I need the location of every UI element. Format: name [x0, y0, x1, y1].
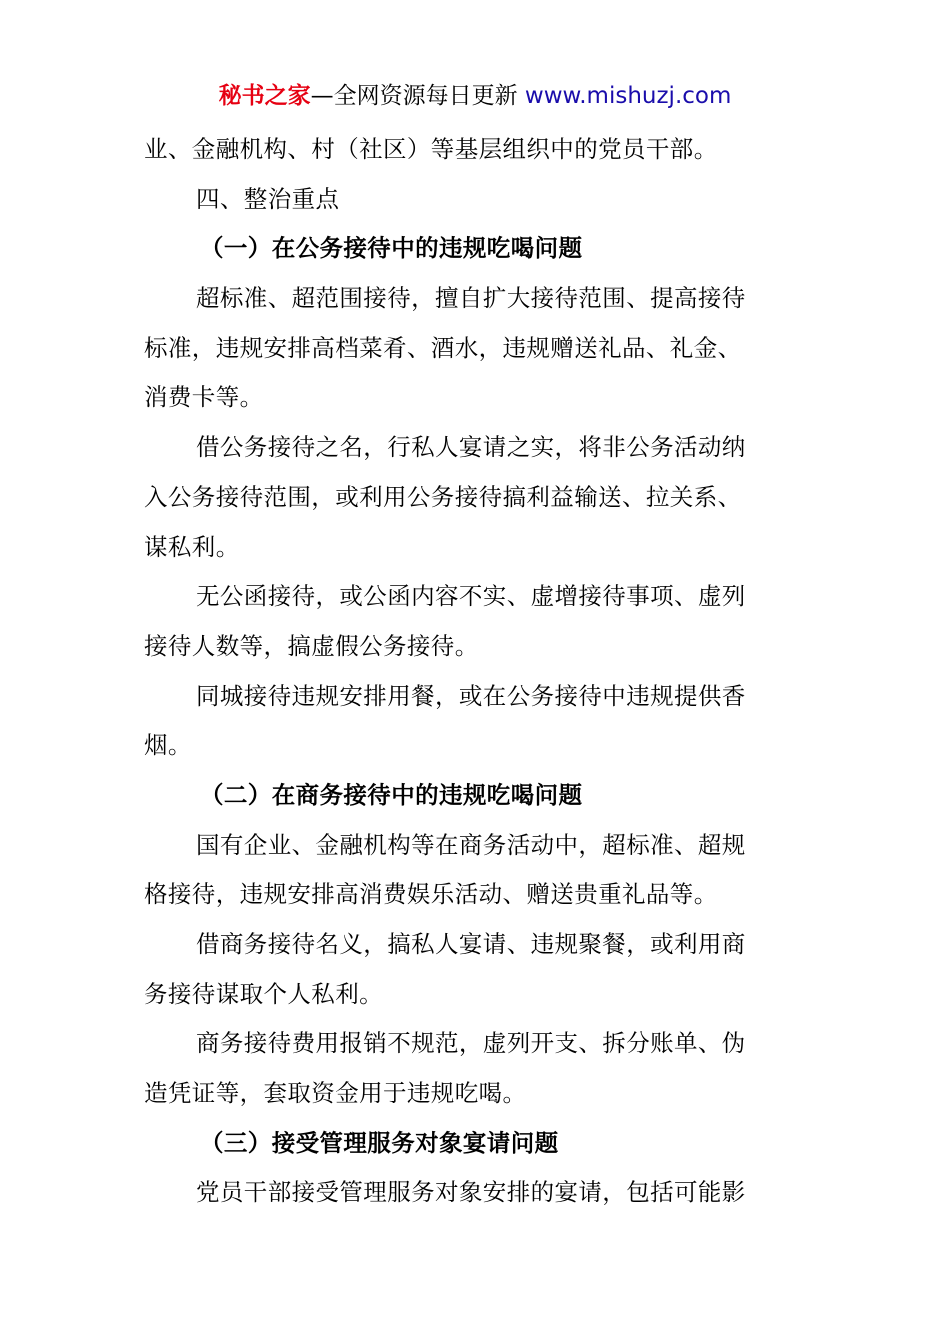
- text-line: 务接待谋取个人私利。: [144, 979, 383, 1008]
- document-body: [144, 125, 809, 1218]
- text-line: 接待人数等，搞虚假公务接待。: [144, 631, 479, 660]
- subsection-heading: （三）接受管理服务对象宴请问题: [200, 1128, 559, 1157]
- text-line: 同城接待违规安排用餐，或在公务接待中违规提供香: [196, 681, 746, 710]
- text-line: 借商务接待名义，搞私人宴请、违规聚餐，或利用商: [196, 930, 746, 958]
- text-line: 烟。: [144, 731, 192, 760]
- site-url-link[interactable]: www.mishuzj.com: [524, 83, 732, 109]
- text-line: 业、金融机构、村（社区）等基层组织中的党员干部。: [144, 135, 718, 163]
- subsection-heading: （二）在商务接待中的违规吃喝问题: [200, 780, 583, 809]
- section-title: 四、整治重点: [196, 184, 340, 213]
- text-line: 党员干部接受管理服务对象安排的宴请，包括可能影: [196, 1178, 746, 1207]
- text-line: 国有企业、金融机构等在商务活动中，超标准、超规: [196, 830, 746, 859]
- brand-name: 秘书之家: [218, 83, 311, 109]
- header-tagline: —全网资源每日更新: [310, 83, 518, 109]
- text-line: 谋私利。: [144, 532, 240, 561]
- text-line: 无公函接待，或公函内容不实、虚增接待事项、虚列: [196, 582, 746, 611]
- site-header: [0, 80, 950, 112]
- text-line: 造凭证等，套取资金用于违规吃喝。: [144, 1079, 527, 1108]
- text-line: 消费卡等。: [144, 383, 264, 412]
- text-line: 超标准、超范围接待，擅自扩大接待范围、提高接待: [196, 284, 746, 313]
- subsection-heading: （一）在公务接待中的违规吃喝问题: [200, 234, 583, 263]
- text-line: 格接待，违规安排高消费娱乐活动、赠送贵重礼品等。: [144, 880, 718, 909]
- text-line: 借公务接待之名，行私人宴请之实，将非公务活动纳: [196, 433, 746, 462]
- text-line: 标准，违规安排高档菜肴、酒水，违规赠送礼品、礼金、: [144, 333, 742, 362]
- text-line: 商务接待费用报销不规范，虚列开支、拆分账单、伪: [196, 1029, 746, 1058]
- text-line: 入公务接待范围，或利用公务接待搞利益输送、拉关系、: [144, 482, 742, 511]
